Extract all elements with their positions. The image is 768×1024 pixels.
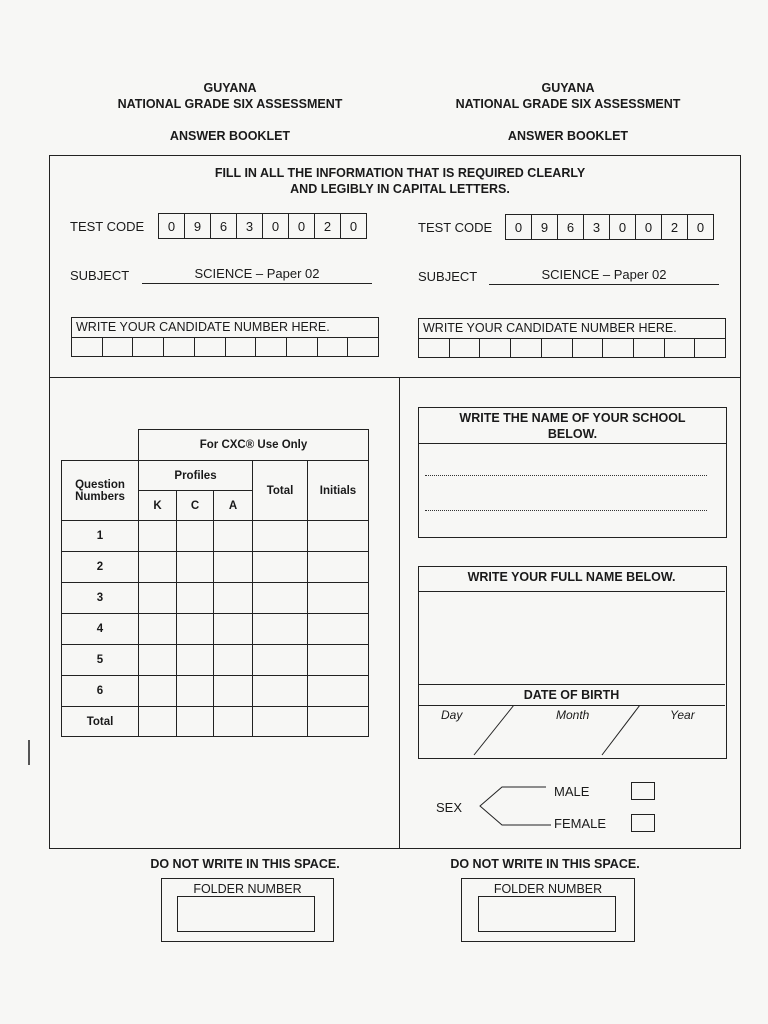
dob-month[interactable]: Month [556,708,590,722]
test-code-digit: 0 [288,214,314,238]
test-code-digit: 9 [184,214,210,238]
test-code-digit: 6 [557,215,583,239]
instruction-line2: AND LEGIBLY IN CAPITAL LETTERS. [290,182,510,196]
test-code-digit: 0 [687,215,713,239]
profile-k: K [139,491,177,521]
dob-separator-lines [470,705,645,757]
test-code-digit: 0 [262,214,288,238]
header-country: GUYANA [203,81,257,95]
profile-a: A [214,491,253,521]
candidate-number-left [71,317,379,357]
candidate-number-label: WRITE YOUR CANDIDATE NUMBER HERE. [72,318,378,338]
profiles-header: Profiles [139,461,253,491]
test-code-label: TEST CODE [418,220,493,235]
header-right [438,80,698,144]
header-left [100,80,360,144]
cxc-title: For CXC® Use Only [139,430,369,461]
subject-value: SCIENCE – Paper 02 [194,266,320,281]
footer-notice-right: DO NOT WRITE IN THIS SPACE. [450,857,640,871]
test-code-digit: 0 [340,214,366,238]
dob-year[interactable]: Year [670,708,695,722]
test-code-digit: 0 [609,215,635,239]
test-code-digit: 0 [514,219,523,235]
male-checkbox[interactable] [631,782,655,800]
candidate-number-label: WRITE YOUR CANDIDATE NUMBER HERE. [419,319,725,339]
test-code-digit: 3 [583,215,609,239]
footer-notice-left: DO NOT WRITE IN THIS SPACE. [150,857,340,871]
sex-male-label: MALE [554,784,590,799]
instruction-line1: FILL IN ALL THE INFORMATION THAT IS REQUIRED CLEARLY [214,166,586,180]
school-name-line[interactable] [425,475,707,476]
sex-female-label: FEMALE [554,816,607,831]
total-column-header: Total [253,461,308,521]
subject-label: SUBJECT [418,269,478,284]
column-divider [399,377,400,848]
test-code-digit: 6 [210,214,236,238]
folder-number-field[interactable] [478,896,616,932]
full-name-label: WRITE YOUR FULL NAME BELOW. [467,570,676,584]
full-name-field[interactable] [419,592,725,684]
subject-value: SCIENCE – Paper 02 [541,267,667,282]
test-code-boxes-right [505,214,714,240]
question-row-label: 5 [62,645,139,676]
header-assessment: NATIONAL GRADE SIX ASSESSMENT [455,97,681,111]
candidate-number-right [418,318,726,358]
dob-label: DATE OF BIRTH [523,688,620,702]
sex-label: SEX [436,800,463,815]
question-row-label: 1 [62,521,139,552]
scan-mark [28,740,30,765]
header-booklet: ANSWER BOOKLET [507,129,629,143]
test-code-digit: 2 [314,214,340,238]
initials-column-header: Initials [308,461,369,521]
cxc-use-table [61,429,369,737]
folder-number-label: FOLDER NUMBER [193,882,302,896]
subject-underline [489,284,719,285]
dob-day[interactable]: Day [441,708,463,722]
question-numbers-header: Question Numbers [62,461,139,521]
folder-box-left [161,878,334,942]
question-row-label: 6 [62,676,139,707]
header-country: GUYANA [541,81,595,95]
test-code-digit: 9 [531,215,557,239]
header-booklet: ANSWER BOOKLET [169,129,291,143]
test-code-label: TEST CODE [70,219,145,234]
school-name-label: WRITE THE NAME OF YOUR SCHOOL BELOW. [419,408,726,444]
school-name-line[interactable] [425,510,707,511]
subject-label: SUBJECT [70,268,130,283]
profile-c: C [177,491,214,521]
test-code-boxes-left [158,213,367,239]
sex-bracket [476,784,556,828]
total-row-label: Total [62,707,139,737]
question-row-label: 2 [62,552,139,583]
question-row-label: 3 [62,583,139,614]
test-code-digit: 0 [167,218,176,234]
section-divider [49,377,740,378]
test-code-digit: 0 [635,215,661,239]
subject-underline [142,283,372,284]
candidate-number-cells[interactable] [72,338,378,356]
question-row-label: 4 [62,614,139,645]
test-code-digit: 2 [661,215,687,239]
dob-top-line [419,684,725,685]
test-code-digit: 3 [236,214,262,238]
header-assessment: NATIONAL GRADE SIX ASSESSMENT [117,97,343,111]
female-checkbox[interactable] [631,814,655,832]
folder-box-right [461,878,635,942]
school-name-box [418,407,727,538]
candidate-number-cells[interactable] [419,339,725,357]
folder-number-field[interactable] [177,896,315,932]
instruction [150,165,650,197]
folder-number-label: FOLDER NUMBER [493,882,603,896]
